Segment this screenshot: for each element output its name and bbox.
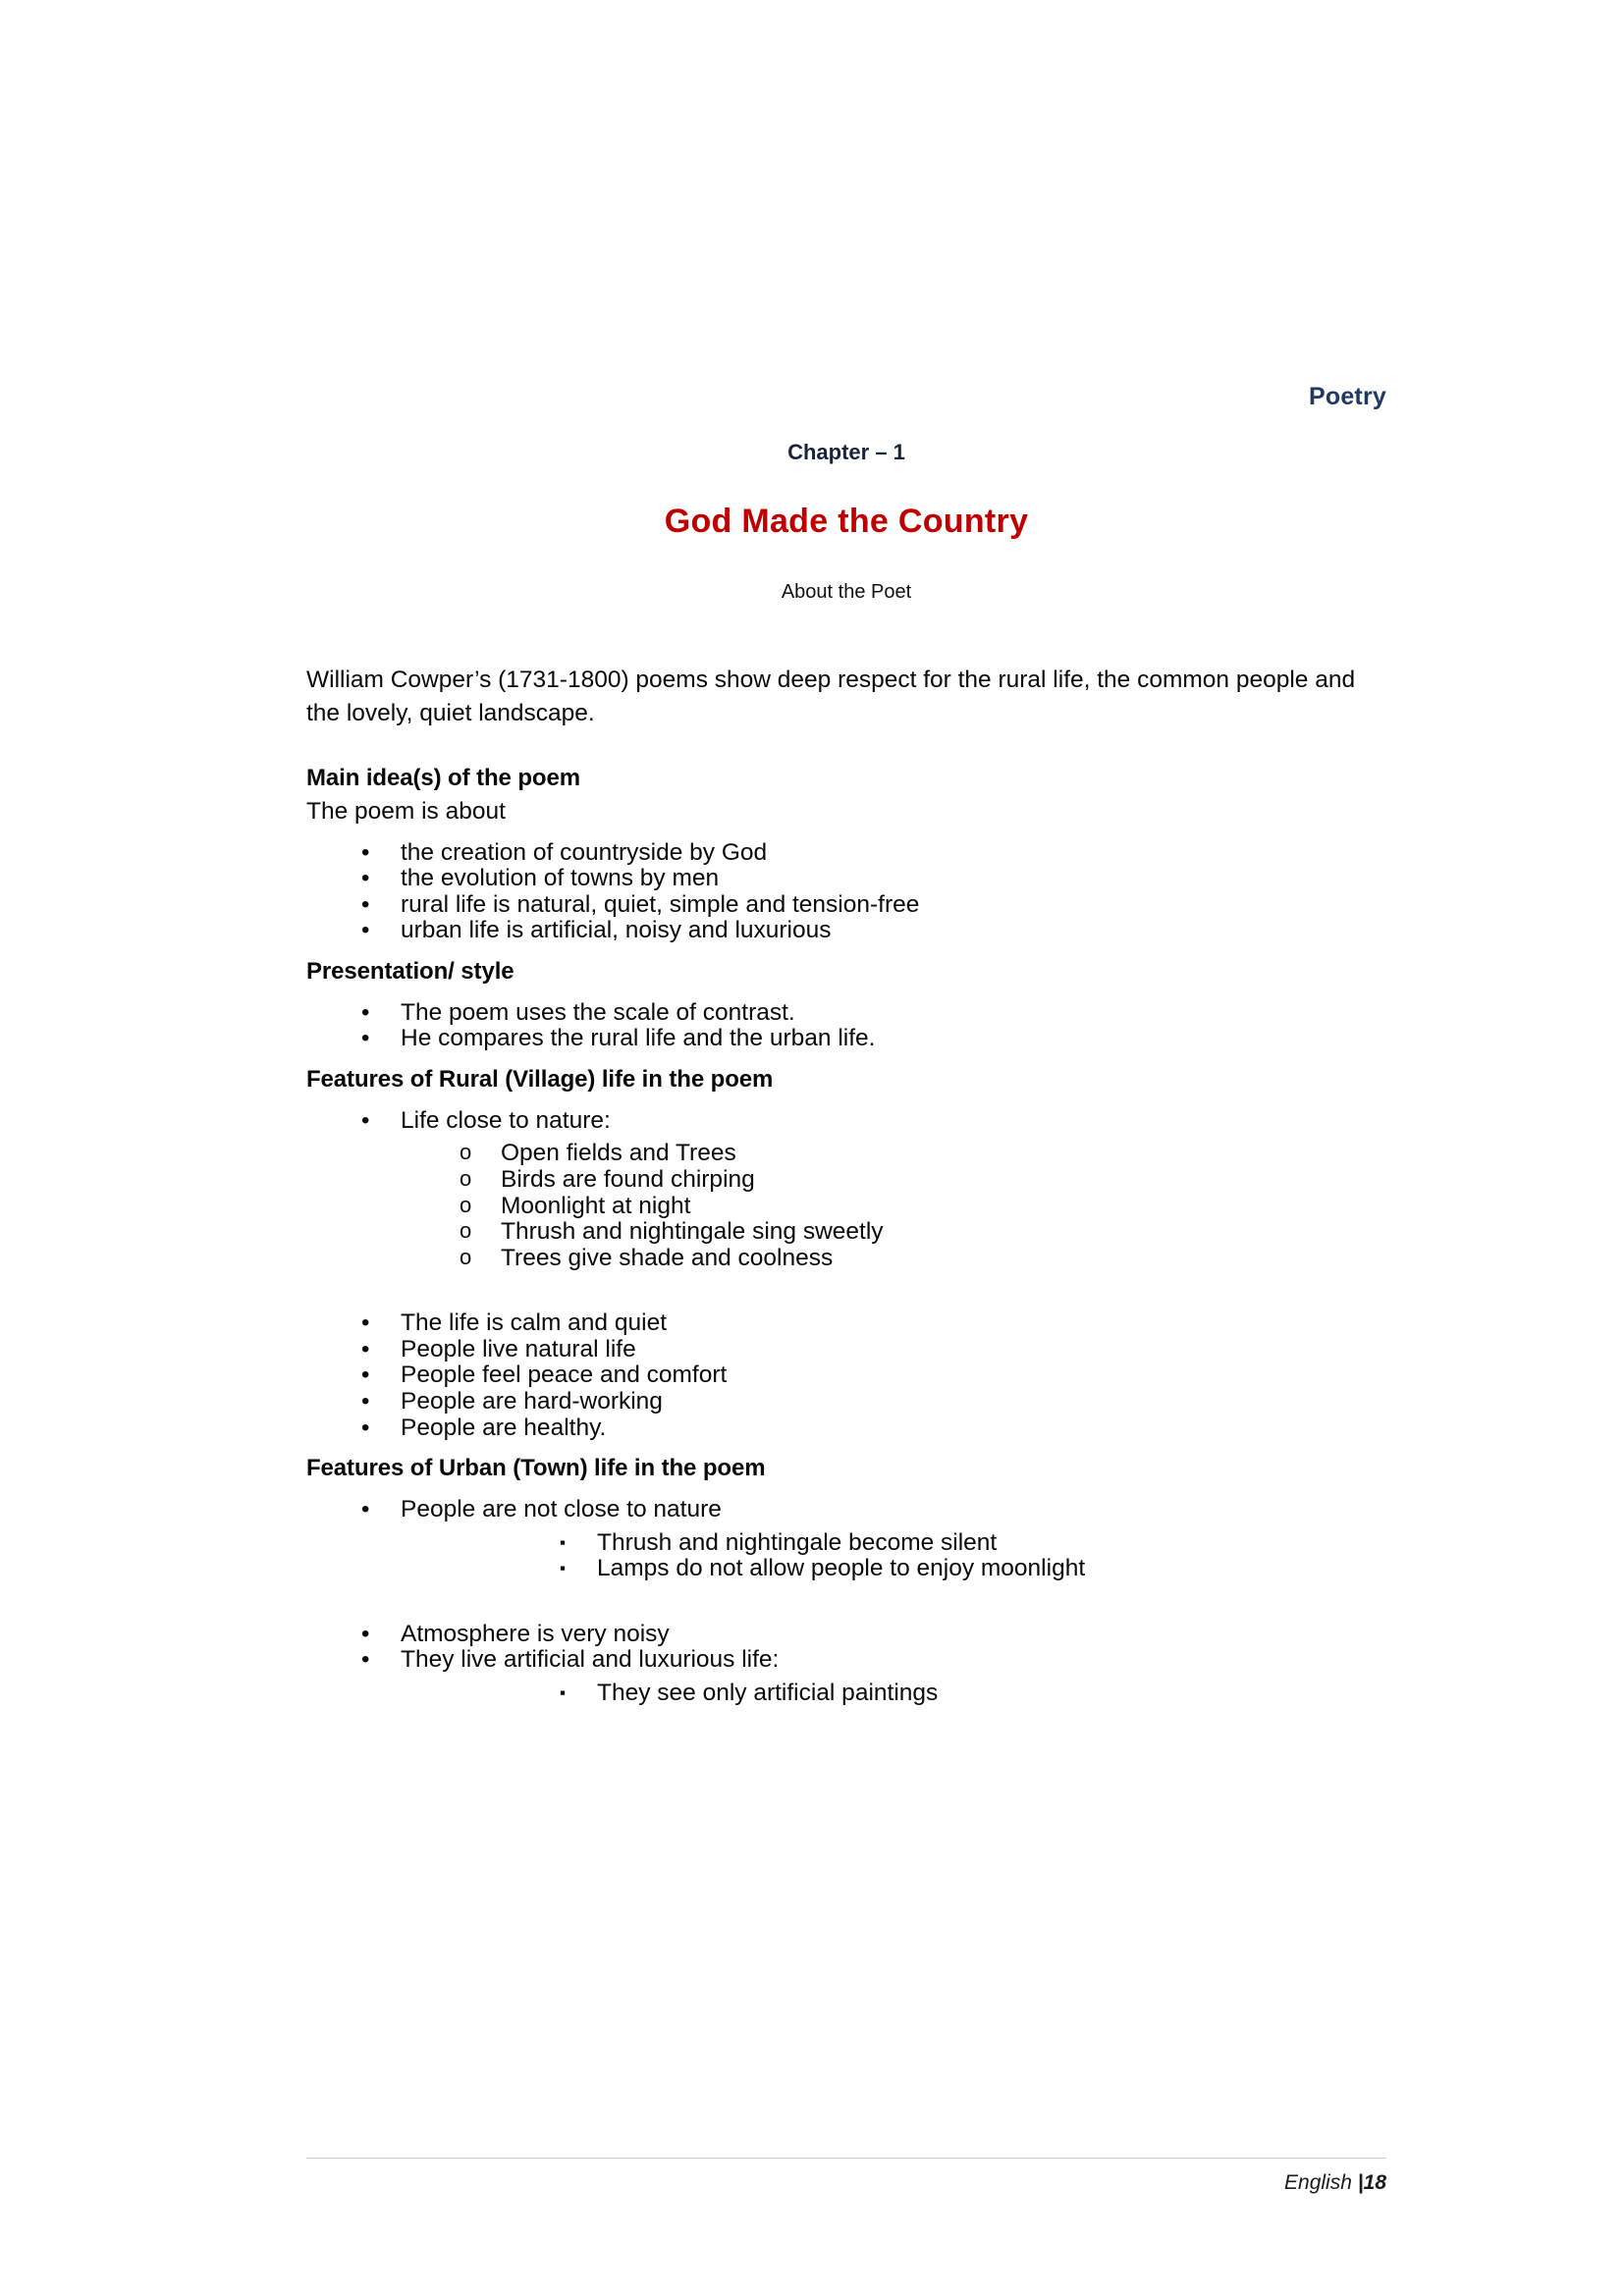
- bullet-disc-icon: •: [361, 1620, 370, 1647]
- presentation-bullet-list: [306, 1000, 1394, 1052]
- list-item: [306, 866, 1394, 892]
- list-item-label: Open fields and Trees: [501, 1140, 736, 1167]
- chapter-label: Chapter – 1: [787, 440, 905, 464]
- rural-bullet-list: [306, 1310, 1394, 1441]
- bullet-circle-icon: o: [460, 1244, 472, 1269]
- footer-separator: |: [1357, 2171, 1364, 2194]
- list-item-label: People are healthy.: [401, 1414, 607, 1441]
- spacer: [306, 1052, 1394, 1064]
- list-item: [306, 1310, 1394, 1337]
- list-item: [306, 1556, 1394, 1582]
- heading-presentation-style: Presentation/ style: [306, 957, 514, 985]
- spacer-blank-line: [306, 1271, 1394, 1310]
- list-item-label: Moonlight at night: [501, 1192, 691, 1219]
- list-item-label: People are hard-working: [401, 1387, 663, 1415]
- spacer-blank-line: [306, 1582, 1394, 1622]
- list-item-label: The life is calm and quiet: [401, 1309, 667, 1337]
- about-the-poet-label: About the Poet: [781, 581, 912, 603]
- list-item: [306, 1108, 1394, 1135]
- bullet-square-icon: ▪: [560, 1682, 567, 1702]
- heading-features-rural: Features of Rural (Village) life in the poem: [306, 1065, 774, 1093]
- list-item: [306, 1141, 1394, 1167]
- spacer: [306, 944, 1394, 956]
- list-item: [306, 840, 1394, 867]
- list-item: [306, 1622, 1394, 1648]
- list-item: [306, 1415, 1394, 1442]
- intro-paragraph: William Cowper’s (1731-1800) poems show deep respect for the rural life, the common people and the lovely, quiet landscape.: [306, 667, 1356, 726]
- bullet-disc-icon: •: [361, 865, 370, 892]
- bullet-disc-icon: •: [361, 1309, 370, 1337]
- bullet-disc-icon: •: [361, 1387, 370, 1415]
- list-item-label: They live artificial and luxurious life:: [401, 1646, 780, 1674]
- page-title: God Made the Country: [664, 502, 1029, 540]
- bullet-disc-icon: •: [361, 1414, 370, 1441]
- list-item-label: People feel peace and comfort: [401, 1362, 728, 1389]
- bullet-disc-icon: •: [361, 917, 370, 944]
- list-item: [306, 1026, 1394, 1052]
- list-item-label: Trees give shade and coolness: [501, 1244, 834, 1271]
- spacer: [306, 1096, 1394, 1108]
- list-item-label: the creation of countryside by God: [401, 838, 768, 866]
- list-item-label: rural life is natural, quiet, simple and tension-free: [401, 890, 920, 918]
- list-item-label: People live natural life: [401, 1335, 636, 1362]
- body-content: [306, 664, 1394, 1706]
- list-item: [306, 1681, 1394, 1707]
- list-item: [306, 1246, 1394, 1272]
- main-idea-lead-in: The poem is about: [306, 798, 506, 825]
- heading-main-idea: Main idea(s) of the poem: [306, 765, 580, 792]
- list-item: [306, 1000, 1394, 1027]
- bullet-circle-icon: o: [460, 1140, 472, 1165]
- list-item-label: urban life is artificial, noisy and luxurious: [401, 917, 832, 944]
- spacer: [306, 729, 1394, 763]
- bullet-disc-icon: •: [361, 1335, 370, 1362]
- list-item: [306, 1497, 1394, 1523]
- list-item-label: the evolution of towns by men: [401, 865, 720, 892]
- running-head-poetry: Poetry: [1308, 383, 1386, 410]
- list-item: [306, 1219, 1394, 1246]
- list-item: [306, 1337, 1394, 1363]
- bullet-circle-icon: o: [460, 1165, 472, 1191]
- bullet-circle-icon: o: [460, 1192, 472, 1217]
- bullet-disc-icon: •: [361, 1362, 370, 1389]
- list-item: [306, 892, 1394, 919]
- main-idea-bullet-list: [306, 840, 1394, 944]
- list-item: [306, 1530, 1394, 1557]
- bullet-square-icon: ▪: [560, 1532, 567, 1552]
- bullet-disc-icon: •: [361, 998, 370, 1026]
- list-item-label: The poem uses the scale of contrast.: [401, 998, 795, 1026]
- footer: [306, 2171, 1386, 2195]
- list-item-label: Birds are found chirping: [501, 1165, 755, 1193]
- list-item: [306, 1194, 1394, 1220]
- bullet-disc-icon: •: [361, 1646, 370, 1674]
- list-item-label: Atmosphere is very noisy: [401, 1620, 670, 1647]
- footer-page-number: 18: [1363, 2171, 1386, 2194]
- spacer: [306, 828, 1394, 840]
- rural-first-bullet-list: [306, 1108, 1394, 1135]
- bullet-disc-icon: •: [361, 890, 370, 918]
- list-item-label: Thrush and nightingale sing sweetly: [501, 1218, 884, 1246]
- urban-bullet-list: [306, 1622, 1394, 1674]
- list-item-label: Thrush and nightingale become silent: [597, 1528, 998, 1556]
- bullet-disc-icon: •: [361, 1025, 370, 1052]
- urban-first-bullet-list: [306, 1497, 1394, 1523]
- list-item: [306, 1167, 1394, 1194]
- heading-features-urban: Features of Urban (Town) life in the poem: [306, 1455, 766, 1482]
- list-item-label: People are not close to nature: [401, 1496, 722, 1523]
- bullet-disc-icon: •: [361, 1106, 370, 1134]
- list-item-label: Life close to nature:: [401, 1106, 611, 1134]
- list-item: [306, 1647, 1394, 1674]
- bullet-circle-icon: o: [460, 1218, 472, 1244]
- list-item-label: He compares the rural life and the urban life.: [401, 1025, 876, 1052]
- urban-sub-bullet-list: [306, 1530, 1394, 1582]
- rural-sub-bullet-list: [306, 1141, 1394, 1271]
- list-item-label: They see only artificial paintings: [597, 1679, 939, 1706]
- bullet-square-icon: ▪: [560, 1559, 567, 1578]
- spacer: [306, 1441, 1394, 1453]
- list-item: [306, 1389, 1394, 1415]
- list-item: [306, 1362, 1394, 1389]
- footer-subject: English: [1284, 2171, 1352, 2194]
- spacer: [306, 988, 1394, 1000]
- list-item-label: Lamps do not allow people to enjoy moonlight: [597, 1555, 1086, 1582]
- footer-divider: [306, 2158, 1386, 2159]
- bullet-disc-icon: •: [361, 1496, 370, 1523]
- urban-last-sub-bullet-list: [306, 1681, 1394, 1707]
- bullet-disc-icon: •: [361, 838, 370, 866]
- list-item: [306, 918, 1394, 944]
